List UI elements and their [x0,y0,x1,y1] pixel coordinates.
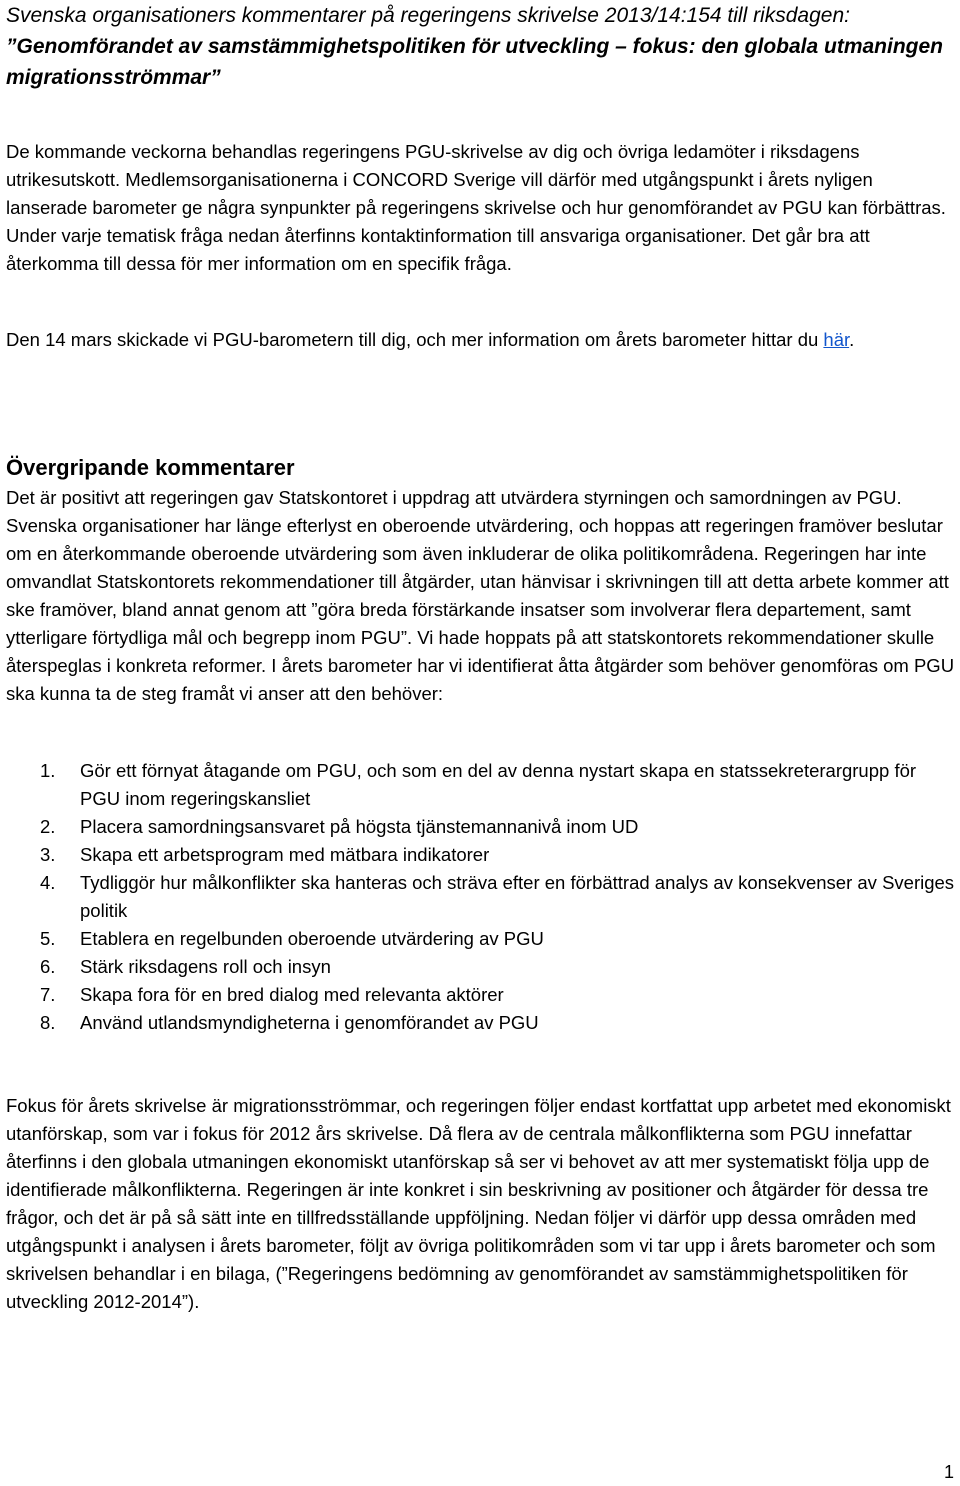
list-item-text: Placera samordningsansvaret på högsta tjänstemannanivå inom UD [80,816,639,837]
list-item-number: 2. [40,816,56,837]
list-item-number: 6. [40,956,56,977]
list-item [6,981,956,1009]
barometer-link[interactable]: här [823,329,850,350]
list-item [6,1009,956,1037]
list-item-text: Skapa ett arbetsprogram med mätbara indikatorer [80,844,490,865]
list-item [6,869,956,925]
barometer-paragraph-text: Den 14 mars skickade vi PGU-barometern till dig, och mer information om årets barometer hittar du [6,329,824,350]
list-item-number: 1. [40,760,56,781]
page-number: 1 [943,1462,954,1482]
barometer-paragraph [6,326,956,354]
intro-paragraph: De kommande veckorna behandlas regeringens PGU-skrivelse av dig och övriga ledamöter i riksdagens utrikesutskott. Medlemsorganisationerna i CONCORD Sverige vill därför med utgångspunkt i årets nyligen lanserade barometer ge några synpunkter på regeringens skrivelse och hur genomförandet av PGU kan förbättras. Under varje tematisk fråga nedan återfinns kontaktinformation till ansvariga organisationer. Det går bra att återkomma till dessa för mer information om en specifik fråga. [6,141,946,274]
list-item [6,925,956,953]
list-item-number: 3. [40,844,56,865]
list-item [6,953,956,981]
list-item [6,757,956,813]
barometer-paragraph-end: . [849,329,855,350]
list-item-text: Använd utlandsmyndigheterna i genomförandet av PGU [80,1012,539,1033]
list-item-text: Tydliggör hur målkonflikter ska hanteras och sträva efter en förbättrad analys av konsekvenser av Sveriges politik [80,872,955,921]
list-item-number: 4. [40,872,56,893]
section-paragraph: Det är positivt att regeringen gav Statskontoret i uppdrag att utvärdera styrningen och samordningen av PGU. Svenska organisationer har länge efterlyst en oberoende utvärdering, och hoppas att regeringen framöver beslutar om en återkommande oberoende utvärdering som även inkluderar de olika politikområdena. Regeringen har inte omvandlat Statskontorets rekommendationer till åtgärder, utan hänvisar i skrivningen till att detta arbete kommer att ske framöver, bland annat genom att ”göra breda förstärkande insatser som involverar flera departement, samt ytterligare förtydliga mål och begrepp inom PGU”. Vi hade hoppats på att statskontorets rekommendationer skulle återspeglas i konkreta reformer. I årets barometer har vi identifierat åtta åtgärder som behöver genomföras om PGU ska kunna ta de steg framåt vi anser att den behöver: [6,487,955,704]
list-item-text: Skapa fora för en bred dialog med relevanta aktörer [80,984,504,1005]
list-item [6,841,956,869]
focus-paragraph: Fokus för årets skrivelse är migrationsströmmar, och regeringen följer endast kortfattat upp arbetet med ekonomiskt utanförskap, som var i fokus för 2012 års skrivelse. Då flera av de centrala målkonflikterna som PGU innefattar återfinns i den globala utmaningen ekonomiskt utanförskap så ser vi behovet av att mer systematiskt följa upp de identifierade målkonflikterna. Regeringen är inte konkret i sin beskrivning av positioner och åtgärder för dessa tre frågor, och det är på så sätt inte en tillfredsställande uppföljning. Nedan följer vi därför upp dessa områden med utgångspunkt i analysen i årets barometer, följt av övriga politikområden som vi tar upp i årets barometer och som skrivelsen behandlar i en bilaga, (”Regeringens bedömning av genomförandet av samstämmighetspolitiken för utveckling 2012-2014”). [6,1095,951,1312]
list-item-number: 7. [40,984,56,1005]
list-item-number: 5. [40,928,56,949]
document-title [6,0,956,93]
list-item-text: Stärk riksdagens roll och insyn [80,956,331,977]
list-item [6,813,956,841]
list-item-number: 8. [40,1012,56,1033]
title-line-2: ”Genomförandet av samstämmighetspolitiken för utveckling – fokus: den globala utmaningen migrationsströmmar” [6,35,943,89]
list-item-text: Etablera en regelbunden oberoende utvärdering av PGU [80,928,544,949]
section-heading: Övergripande kommentarer [6,455,295,480]
list-item-text: Gör ett förnyat åtagande om PGU, och som en del av denna nystart skapa en statssekreterargrupp för PGU inom regeringskansliet [80,760,917,809]
measures-list [6,757,956,1037]
title-line-1: Svenska organisationers kommentarer på regeringens skrivelse 2013/14:154 till riksdagen: [6,4,850,27]
